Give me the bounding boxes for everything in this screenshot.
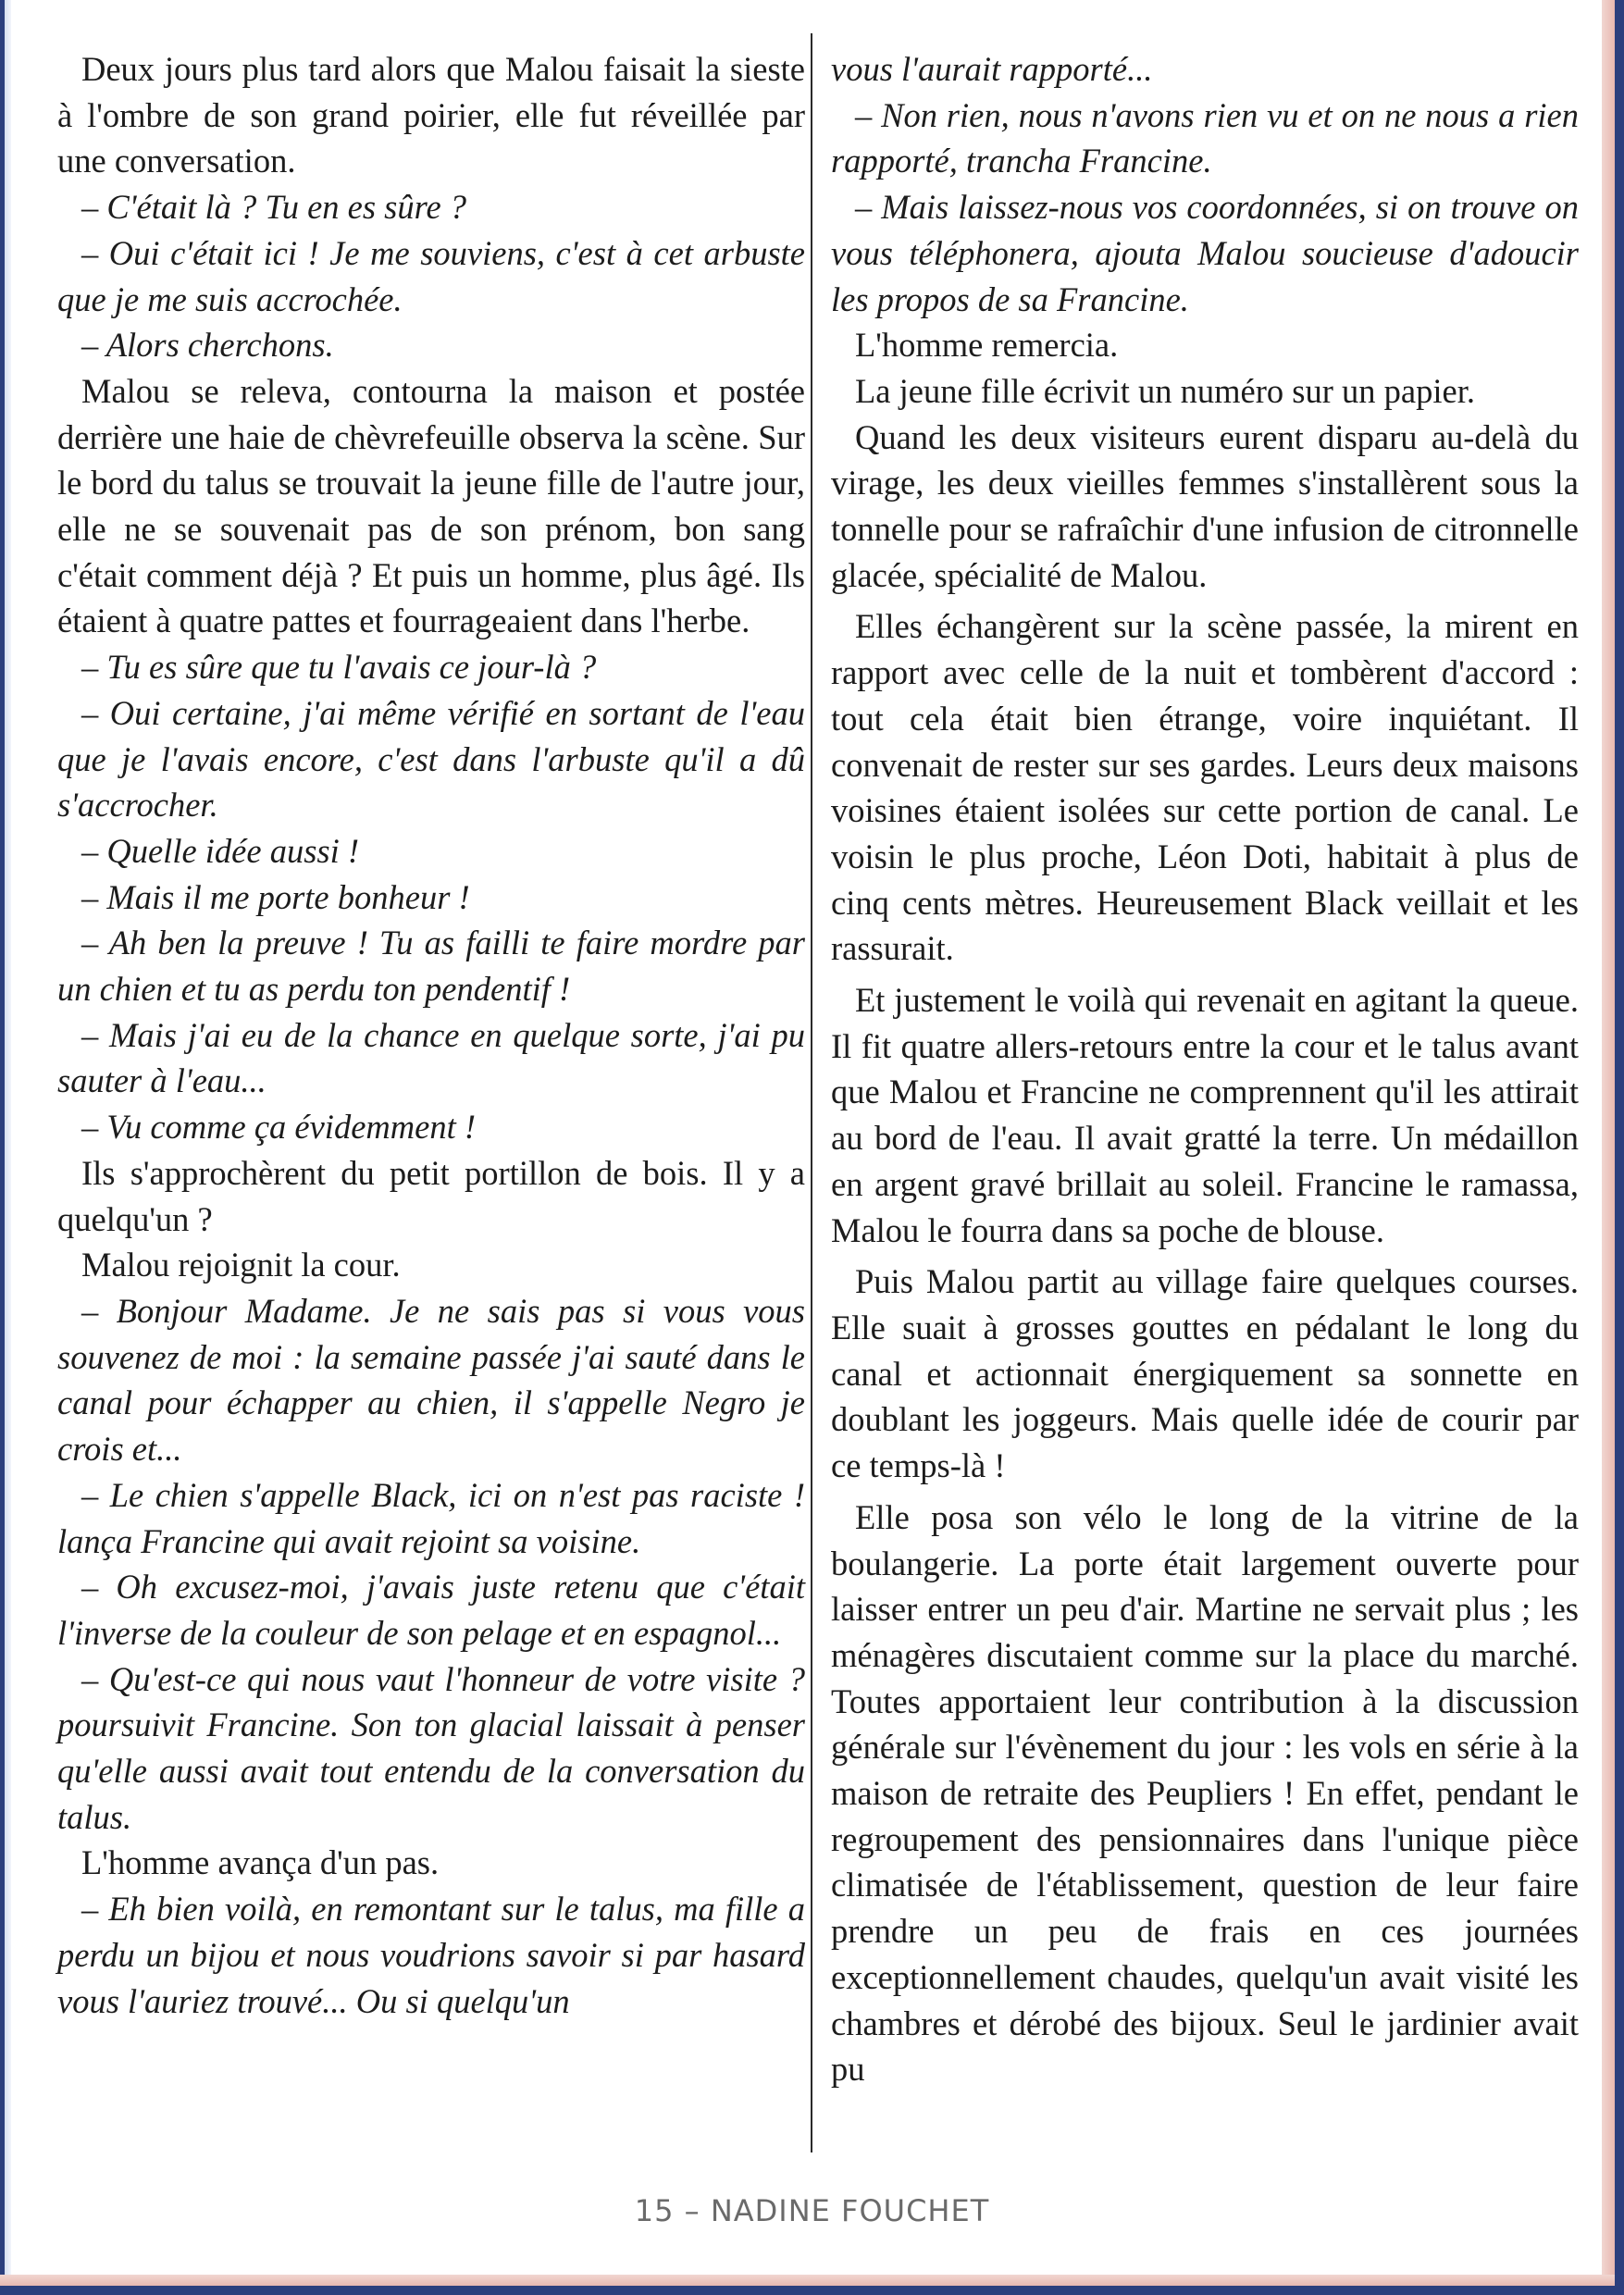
paragraph: vous l'aurait rapporté... xyxy=(831,50,1153,88)
right-column xyxy=(831,46,1579,2092)
paragraph: – Oh excusez-moi, j'avais juste retenu que c'était l'inverse de la couleur de son pelage et en espagnol... xyxy=(57,1568,805,1652)
paragraph: Et justement le voilà qui revenait en agitant la queue. Il fit quatre allers-retours entre la cour et le talus avant que Malou et Francine ne comprennent qu'il les attirait au bord de l'eau. Il avait gratté la terre. Un médaillon en argent gravé brillait au soleil. Francine le ramassa, Malou le fourra dans sa poche de blouse. xyxy=(831,981,1579,1249)
paragraph: – Mais j'ai eu de la chance en quelque sorte, j'ai pu sauter à l'eau... xyxy=(57,1015,805,1100)
paragraph: Deux jours plus tard alors que Malou faisait la sieste à l'ombre de son grand poirier, elle fut réveillée par une conversation. xyxy=(57,50,805,180)
paragraph: – Mais il me porte bonheur ! xyxy=(81,877,470,916)
paragraph: – Oui c'était ici ! Je me souviens, c'est à cet arbuste que je me suis accrochée. xyxy=(57,233,805,318)
paragraph: – C'était là ? Tu en es sûre ? xyxy=(81,188,467,227)
paragraph: Malou se releva, contourna la maison et postée derrière une haie de chèvrefeuille observa la scène. Sur le bord du talus se trouvait la jeune fille de l'autre jour, elle ne se souvenait pas de son prénom, bon sang c'était comment déjà ? Et puis un homme, plus âgé. Ils étaient à quatre pattes et fourrageaient dans l'herbe. xyxy=(57,371,805,640)
paragraph: – Oui certaine, j'ai même vérifié en sortant de l'eau que je l'avais encore, c'est dans l'arbuste qu'il a dû s'accrocher. xyxy=(57,693,805,825)
paragraph: Elles échangèrent sur la scène passée, la mirent en rapport avec celle de la nuit et tombèrent d'accord : tout cela était bien étrange, voire inquiétant. Il convenait de rester sur ses gardes. Leurs deux maisons voisines étaient isolées sur cette portion de canal. Le voisin le plus proche, Léon Doti, habitait à plus de cinq cents mètres. Heureusement Black veillait et les rassurait. xyxy=(831,607,1579,968)
paragraph: Malou rejoignit la cour. xyxy=(81,1246,401,1284)
page-footer: 15 – NADINE FOUCHET xyxy=(634,2193,990,2228)
paragraph: Elle posa son vélo le long de la vitrine de la boulangerie. La porte était largement ouverte pour laisser entrer un peu d'air. Martine ne servait plus ; les ménagères discutaient comme sur la place du marché. Toutes apportaient leur contribution à la discussion générale sur l'évènement du jour : les vols en série à la maison de retraite des Peupliers ! En effet, pendant le regroupement des pensionnaires dans l'unique pièce climatisée de l'établissement, question de leur faire prendre un peu de frais en ces journées exceptionnellement chaudes, quelqu'un avait visité les chambres et dérobé des bijoux. Seul le jardinier avait pu xyxy=(831,1497,1579,2089)
paragraph: – Bonjour Madame. Je ne sais pas si vous vous souvenez de moi : la semaine passée j'ai sauté dans le canal pour échapper au chien, il s'appelle Negro je crois et... xyxy=(57,1291,805,1469)
paragraph: – Ah ben la preuve ! Tu as failli te faire mordre par un chien et tu as perdu ton pendentif ! xyxy=(57,924,805,1009)
paragraph: Ils s'approchèrent du petit portillon de bois. Il y a quelqu'un ? xyxy=(57,1153,805,1238)
paragraph: Quand les deux visiteurs eurent disparu au-delà du virage, les deux vieilles femmes s'installèrent sous la tonnelle pour se rafraîchir d'une infusion de citronnelle glacée, spécialité de Malou. xyxy=(831,417,1579,594)
column-divider xyxy=(811,33,812,2152)
paragraph: – Tu es sûre que tu l'avais ce jour-là ? xyxy=(81,648,597,687)
paragraph: – Eh bien voilà, en remontant sur le talus, ma fille a perdu un bijou et nous voudrions savoir si par hasard vous l'auriez trouvé... Ou si quelqu'un xyxy=(57,1890,805,2020)
paragraph: L'homme remercia. xyxy=(855,326,1119,365)
paragraph: – Alors cherchons. xyxy=(81,326,334,365)
paragraph: – Mais laissez-nous vos coordonnées, si on trouve on vous téléphonera, ajouta Malou soucieuse d'adoucir les propos de sa Francine. xyxy=(831,188,1579,318)
paragraph: L'homme avança d'un pas. xyxy=(81,1843,440,1882)
paragraph: – Quelle idée aussi ! xyxy=(81,831,360,870)
paragraph: – Qu'est-ce qui nous vaut l'honneur de votre visite ? poursuivit Francine. Son ton glacial laissait à penser qu'elle aussi avait tout entendu de la conversation du talus. xyxy=(57,1659,805,1836)
paragraph: – Non rien, nous n'avons rien vu et on ne nous a rien rapporté, trancha Francine. xyxy=(831,95,1579,180)
paragraph: – Vu comme ça évidemment ! xyxy=(81,1108,476,1147)
paragraph: La jeune fille écrivit un numéro sur un papier. xyxy=(855,371,1475,410)
paragraph: Puis Malou partit au village faire quelques courses. Elle suait à grosses gouttes en pédalant le long du canal et actionnait énergiquement sa sonnette en doublant les joggeurs. Mais quelle idée de courir par ce temps-là ! xyxy=(831,1262,1579,1485)
left-column xyxy=(57,46,805,2024)
paragraph: – Le chien s'appelle Black, ici on n'est pas raciste ! lança Francine qui avait rejoint sa voisine. xyxy=(57,1475,805,1560)
